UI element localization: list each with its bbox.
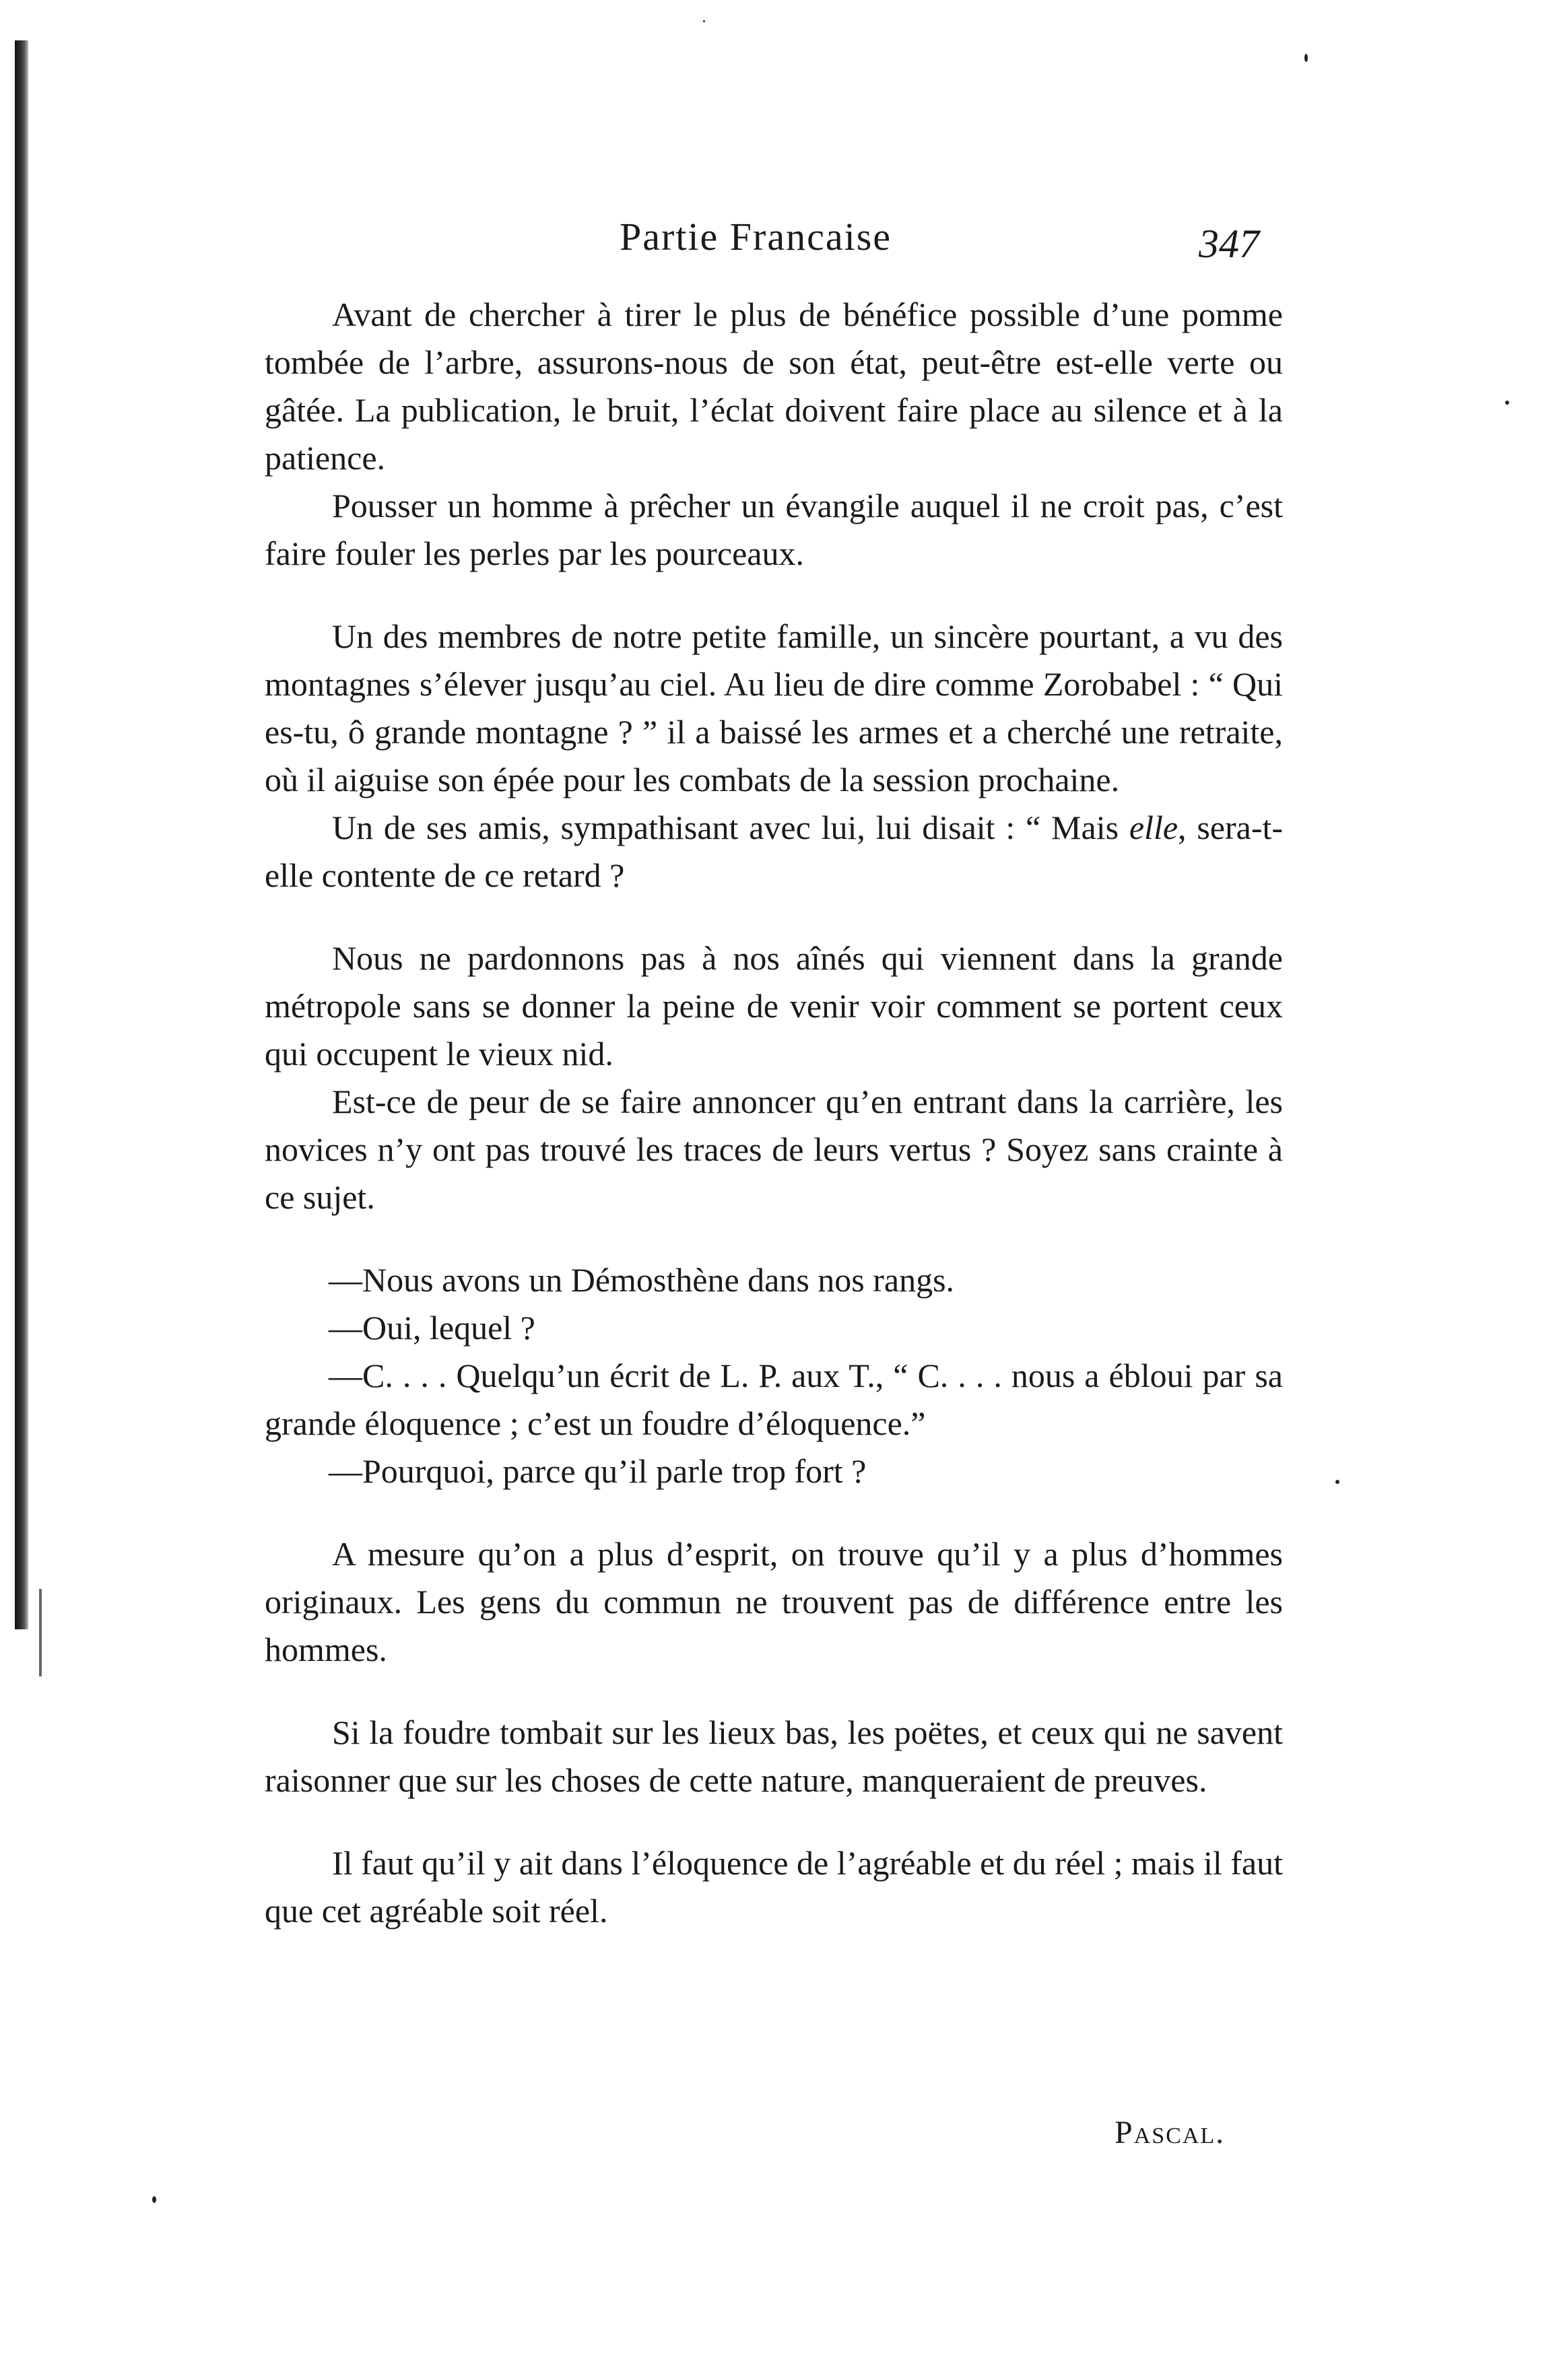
scan-binding-mark: [39, 1589, 42, 1676]
paragraph-text: , sera-t-elle contente de ce retard ?: [265, 809, 1284, 894]
page-body: [265, 291, 1283, 1935]
dialogue-line: —Pourquoi, parce qu’il parle trop fort ?: [329, 1452, 867, 1490]
dialogue-line: —C. . . . Quelqu’un écrit de L. P. aux T., “ C. . . . nous a ébloui par sa grande éloquence ; c’est un foudre d’éloquence.”: [265, 1357, 1283, 1442]
scan-speck: [1335, 1480, 1339, 1484]
emphasis-text: elle: [1129, 809, 1178, 846]
dialogue-line: —Oui, lequel ?: [329, 1309, 535, 1347]
scan-speck: [1505, 401, 1509, 405]
dialogue-line: —Nous avons un Démosthène dans nos rangs.: [329, 1261, 955, 1299]
paragraph: Est-ce de peur de se faire annoncer qu’en entrant dans la carrière, les novices n’y ont pas trouvé les traces de leurs vertus ? Soyez sans crainte à ce sujet.: [265, 1083, 1283, 1216]
paragraph: Il faut qu’il y ait dans l’éloquence de l’agréable et du réel ; mais il faut que cet agréable soit réel.: [265, 1844, 1283, 1930]
scan-speck: [1304, 54, 1308, 62]
paragraph: Avant de chercher à tirer le plus de bénéfice possible d’une pomme tombée de l’arbre, assurons-nous de son état, peut-être est-elle verte ou gâtée. La publication, le bruit, l’éclat doivent faire place au silence et à la patience.: [265, 296, 1283, 477]
running-title: Partie Francaise: [620, 215, 892, 259]
scan-speck: [703, 20, 705, 22]
paragraph: Nous ne pardonnons pas à nos aînés qui viennent dans la grande métropole sans se donner la peine de venir voir comment se portent ceux qui occupent le vieux nid.: [265, 939, 1283, 1073]
running-head: [0, 214, 1561, 275]
author-signature: Pascal.: [1115, 2115, 1226, 2150]
scan-speck: [152, 2196, 156, 2203]
scan-binding-edge: [15, 40, 28, 1629]
paragraph: Pousser un homme à prêcher un évangile auquel il ne croit pas, c’est faire fouler les perles par les pourceaux.: [265, 487, 1283, 572]
paragraph: A mesure qu’on a plus d’esprit, on trouve qu’il y a plus d’hommes originaux. Les gens du commun ne trouvent pas de différence entre les hommes.: [265, 1535, 1283, 1668]
paragraph: Un des membres de notre petite famille, un sincère pourtant, a vu des montagnes s’élever jusqu’au ciel. Au lieu de dire comme Zorobabel : “ Qui es-tu, ô grande montagne ? ” il a baissé les armes et a cherché une retraite, où il aiguise son épée pour les combats de la session prochaine.: [265, 617, 1283, 798]
page-number: 347: [1199, 222, 1259, 266]
paragraph: [265, 804, 1283, 899]
paragraph: Si la foudre tombait sur les lieux bas, les poëtes, et ceux qui ne savent raisonner que sur les choses de cette nature, manqueraient de preuves.: [265, 1713, 1283, 1799]
paragraph-text: Un de ses amis, sympathisant avec lui, lui disait : “ Mais: [332, 809, 1119, 846]
